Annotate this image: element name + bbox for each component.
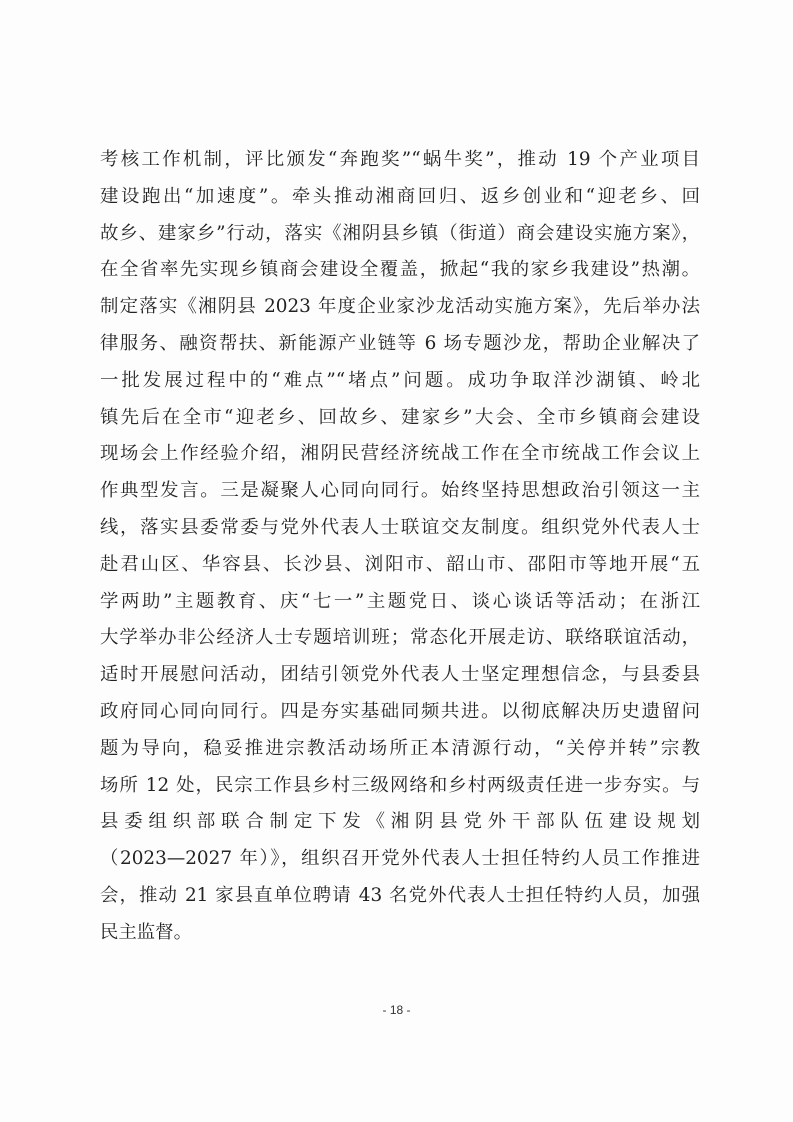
text-line: 县委组织部联合制定下发《湘阴县党外干部队伍建设规划 — [100, 811, 700, 833]
text-line: 适时开展慰问活动，团结引领党外代表人士坚定理想信念，与县委县 — [100, 664, 700, 686]
text-line: 现场会上作经验介绍，湘阴民营经济统战工作在全市统战工作会议上 — [100, 443, 700, 465]
text-line: 在全省率先实现乡镇商会建设全覆盖，掀起“我的家乡我建设”热潮。 — [100, 259, 700, 281]
text-line: 民主监督。 — [100, 921, 192, 943]
text-line: 题为导向，稳妥推进宗教活动场所正本清源行动，“关停并转”宗教 — [100, 737, 700, 759]
text-line: 镇先后在全市“迎老乡、回故乡、建家乡”大会、全市乡镇商会建设 — [100, 406, 700, 428]
text-line: 故乡、建家乡”行动，落实《湘阴县乡镇（街道）商会建设实施方案》， — [100, 222, 700, 244]
text-line: 线，落实县委常委与党外代表人士联谊交友制度。组织党外代表人士 — [100, 516, 700, 538]
body-text — [100, 142, 700, 952]
text-line: 建设跑出“加速度”。牵头推动湘商回归、返乡创业和“迎老乡、回 — [100, 185, 700, 207]
text-line: 学两助”主题教育、庆“七一”主题党日、谈心谈话等活动；在浙江 — [100, 590, 700, 612]
text-line: 律服务、融资帮扶、新能源产业链等 6 场专题沙龙，帮助企业解决了 — [100, 332, 700, 354]
text-line: 考核工作机制，评比颁发“奔跑奖”“蜗牛奖”，推动 19 个产业项目 — [100, 149, 700, 170]
text-line: 会，推动 21 家县直单位聘请 43 名党外代表人士担任特约人员，加强 — [100, 884, 700, 906]
text-line: 大学举办非公经济人士专题培训班；常态化开展走访、联络联谊活动， — [100, 627, 700, 649]
text-line: 制定落实《湘阴县 2023 年度企业家沙龙活动实施方案》，先后举办法 — [100, 296, 700, 318]
text-line: 政府同心同向同行。四是夯实基础同频共进。以彻底解决历史遗留问 — [100, 700, 700, 722]
text-line: （2023—2027 年）》，组织召开党外代表人士担任特约人员工作推进 — [100, 848, 700, 870]
text-line: 场所 12 处，民宗工作县乡村三级网络和乡村两级责任进一步夯实。与 — [100, 774, 700, 796]
text-line: 赴君山区、华容县、长沙县、浏阳市、韶山市、邵阳市等地开展“五 — [100, 553, 700, 575]
text-line: 一批发展过程中的“难点”“堵点”问题。成功争取洋沙湖镇、岭北 — [100, 369, 700, 391]
text-line: 作典型发言。三是凝聚人心同向同行。始终坚持思想政治引领这一主 — [100, 480, 700, 502]
page-number: - 18 - — [382, 1003, 411, 1017]
